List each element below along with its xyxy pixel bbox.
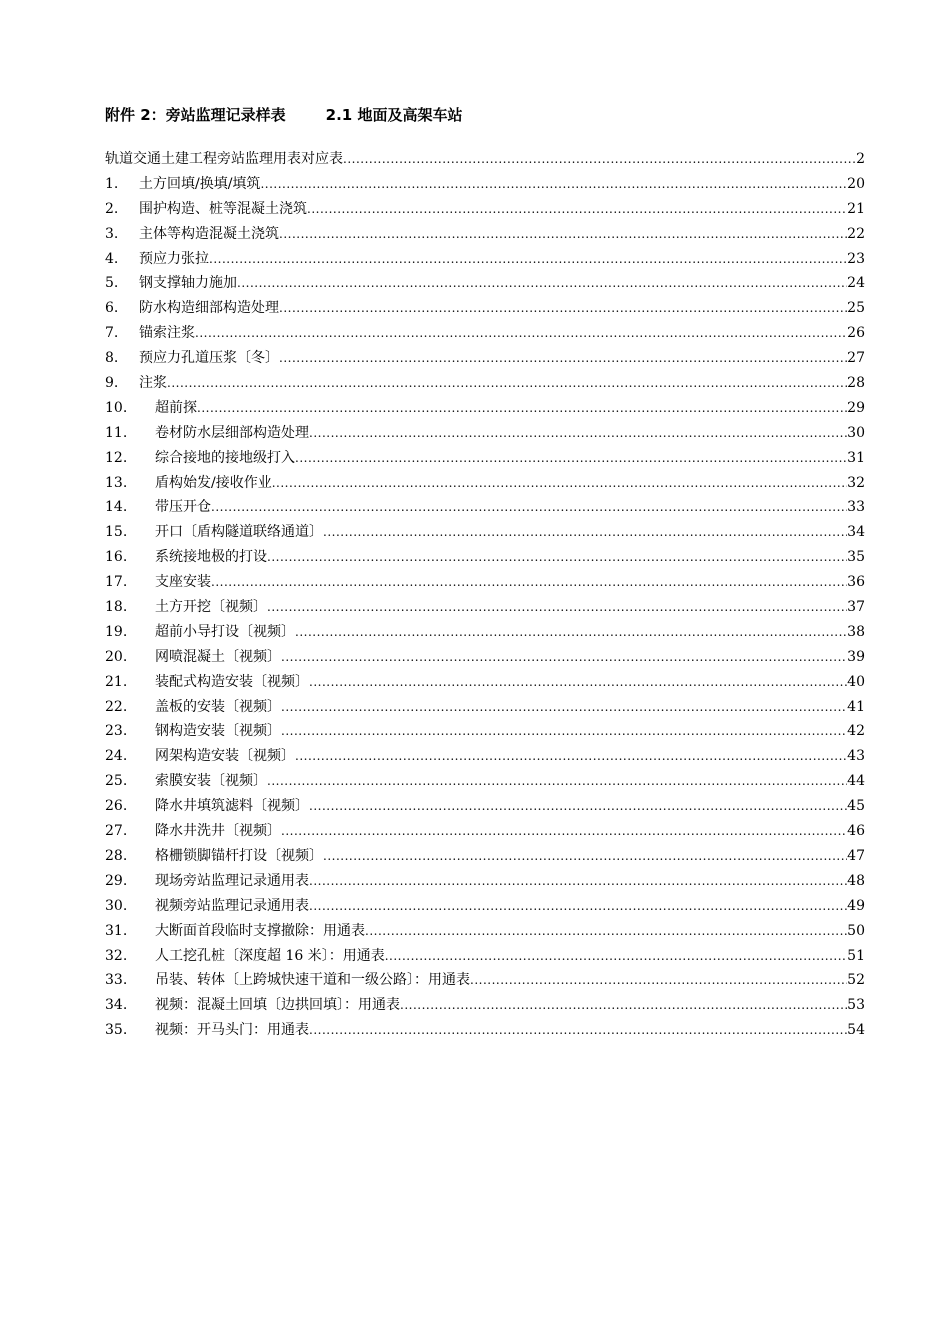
toc-entry-title: 现场旁站监理记录通用表 [155,872,309,889]
toc-entry-number: 2. [105,200,119,217]
toc-entry[interactable] [105,944,865,969]
toc-entry-number: 7. [105,325,119,342]
toc-entry-title: 带压开仓 [155,499,211,516]
dot-leader [400,993,847,1018]
toc-entry-number: 12. [105,449,128,466]
toc-entry[interactable] [105,670,865,695]
toc-entry[interactable] [105,471,865,496]
toc-entry-page: 41 [847,698,865,715]
toc-entry[interactable] [105,346,865,371]
dot-leader [295,620,847,645]
toc-entry-page: 38 [847,623,865,640]
toc-entry[interactable] [105,769,865,794]
toc-entry[interactable] [105,545,865,570]
toc-entry-page: 46 [847,823,865,840]
toc-entry-page: 45 [847,798,865,815]
dot-leader [295,744,847,769]
dot-leader [323,520,847,545]
toc-entry-number: 24. [105,748,128,765]
toc-entry-page: 43 [847,748,865,765]
toc-entry[interactable] [105,645,865,670]
toc-entry-number: 1. [105,175,119,192]
dot-leader [260,172,847,197]
toc-entry-title: 注浆 [139,375,167,392]
toc-entry-page: 36 [847,574,865,591]
toc-entry-title: 降水井洗井〔视频〕 [155,823,281,840]
toc-entry-number: 6. [105,300,119,317]
toc-entry-title: 轨道交通土建工程旁站监理用表对应表 [105,151,343,167]
toc-entry-title: 视频：开马头门：用通表 [155,1022,309,1039]
toc-entry-number: 23. [105,723,128,740]
table-of-contents [105,147,865,1043]
dot-leader [309,421,847,446]
toc-entry-number: 4. [105,250,119,267]
toc-entry[interactable] [105,993,865,1018]
toc-entry-page: 34 [847,524,865,541]
toc-entry-page: 42 [847,723,865,740]
toc-entry-page: 29 [847,399,865,416]
dot-leader [281,695,847,720]
toc-entry-number: 28. [105,847,128,864]
toc-entry-page: 20 [847,175,865,192]
toc-entry-title: 网架构造安装〔视频〕 [155,748,295,765]
toc-entry-title: 装配式构造安装〔视频〕 [155,673,309,690]
toc-entry-page: 24 [847,275,865,292]
toc-header-row[interactable] [105,147,865,172]
toc-entry[interactable] [105,197,865,222]
toc-entry-title: 综合接地的接地级打入 [155,449,295,466]
toc-entry-number: 20. [105,648,128,665]
toc-entry[interactable] [105,620,865,645]
toc-entry-title: 盖板的安装〔视频〕 [155,698,281,715]
toc-entry[interactable] [105,595,865,620]
toc-entry-title: 格栅锁脚锚杆打设〔视频〕 [155,847,323,864]
toc-entry-number: 15. [105,524,128,541]
toc-entry[interactable] [105,819,865,844]
dot-leader [167,371,847,396]
toc-entry-number: 26. [105,798,128,815]
toc-entry[interactable] [105,570,865,595]
toc-entry-page: 37 [847,599,865,616]
toc-entry-title: 围护构造、桩等混凝土浇筑 [139,200,307,217]
toc-entry-title: 视频：混凝土回填〔边拱回填〕：用通表 [155,997,400,1014]
toc-entry-number: 34. [105,997,128,1014]
toc-entry[interactable] [105,744,865,769]
toc-entry[interactable] [105,321,865,346]
heading-title: 附件 2：旁站监理记录样表 [105,106,286,124]
toc-entry-page: 32 [847,474,865,491]
dot-leader [309,1018,847,1043]
toc-entry[interactable] [105,495,865,520]
toc-entry-number: 31. [105,922,128,939]
toc-entry-title: 预应力张拉 [139,250,209,267]
toc-entry[interactable] [105,247,865,272]
toc-entry-title: 盾构始发/接收作业 [155,474,272,491]
heading-subtitle: 2.1 地面及高架车站 [325,106,463,124]
toc-entry-title: 系统接地极的打设 [155,549,267,566]
dot-leader [267,595,847,620]
dot-leader [323,844,847,869]
dot-leader [272,471,847,496]
dot-leader [295,446,847,471]
dot-leader [195,321,847,346]
toc-entry-number: 9. [105,375,119,392]
toc-entry-title: 超前小导打设〔视频〕 [155,623,295,640]
toc-entry-page: 25 [847,300,865,317]
toc-entry-title: 吊装、转体〔上跨城快速干道和一级公路〕：用通表 [155,972,470,989]
toc-entry-title: 超前探 [155,399,197,416]
toc-entry[interactable] [105,371,865,396]
toc-entry-number: 11. [105,424,128,441]
toc-entry[interactable] [105,794,865,819]
toc-entry-number: 8. [105,350,119,367]
toc-entry-page: 21 [847,200,865,217]
toc-entry-page: 51 [847,947,865,964]
toc-entry-title: 人工挖孔桩〔深度超 16 米〕：用通表 [155,947,385,964]
toc-entry-page: 54 [847,1022,865,1039]
toc-entry-page: 53 [847,997,865,1014]
toc-entry-number: 16. [105,549,128,566]
toc-entry-title: 防水构造细部构造处理 [139,300,279,317]
toc-entry-page: 26 [847,325,865,342]
toc-entry-title: 卷材防水层细部构造处理 [155,424,309,441]
toc-entry-number: 35. [105,1022,128,1039]
toc-entry[interactable] [105,396,865,421]
toc-entry-number: 30. [105,897,128,914]
dot-leader [279,296,847,321]
toc-entry-title: 锚索注浆 [139,325,195,342]
toc-entry-page: 27 [847,350,865,367]
dot-leader [197,396,847,421]
toc-entry-title: 预应力孔道压浆〔冬〕 [139,350,279,367]
toc-entry-number: 5. [105,275,119,292]
toc-entry-number: 17. [105,574,128,591]
toc-entry[interactable] [105,968,865,993]
toc-entry[interactable] [105,844,865,869]
toc-entry-page: 30 [847,424,865,441]
toc-entry[interactable] [105,446,865,471]
toc-entry-title: 钢构造安装〔视频〕 [155,723,281,740]
toc-entry-title: 大断面首段临时支撑撤除：用通表 [155,922,365,939]
toc-entry-page: 22 [847,225,865,242]
dot-leader [267,545,847,570]
dot-leader [279,346,847,371]
toc-entry-page: 44 [847,773,865,790]
toc-entry-title: 土方开挖〔视频〕 [155,599,267,616]
toc-entry-number: 33. [105,972,128,989]
toc-entry-number: 22. [105,698,128,715]
toc-entry[interactable] [105,719,865,744]
dot-leader [281,719,847,744]
dot-leader [267,769,847,794]
toc-entry-page: 33 [847,499,865,516]
toc-entry-page: 47 [847,847,865,864]
toc-entry-number: 14. [105,499,128,516]
dot-leader [281,645,847,670]
toc-entry-title: 开口〔盾构隧道联络通道〕 [155,524,323,541]
toc-entry-page: 31 [847,449,865,466]
toc-entry-title: 钢支撑轴力施加 [139,275,237,292]
toc-entry[interactable] [105,894,865,919]
toc-entry-number: 13. [105,474,128,491]
dot-leader [309,869,847,894]
toc-entry-title: 土方回填/换填/填筑 [139,175,261,192]
toc-entry-page: 2 [856,151,865,167]
toc-entry-page: 48 [847,872,865,889]
dot-leader [279,222,847,247]
toc-entry-page: 28 [847,375,865,392]
toc-entry-page: 49 [847,897,865,914]
toc-entry-title: 降水井填筑滤料〔视频〕 [155,798,309,815]
dot-leader [237,271,847,296]
toc-entry-page: 23 [847,250,865,267]
toc-entry-title: 视频旁站监理记录通用表 [155,897,309,914]
dot-leader [281,819,847,844]
dot-leader [211,570,847,595]
toc-entry-number: 29. [105,872,128,889]
toc-entry[interactable] [105,1018,865,1043]
toc-entry[interactable] [105,695,865,720]
toc-entry[interactable] [105,271,865,296]
dot-leader [209,247,847,272]
toc-entry-page: 52 [847,972,865,989]
dot-leader [309,794,847,819]
toc-entry[interactable] [105,520,865,545]
toc-entry-number: 3. [105,225,119,242]
toc-entry[interactable] [105,421,865,446]
dot-leader [211,495,847,520]
toc-entry-title: 网喷混凝土〔视频〕 [155,648,281,665]
dot-leader [309,670,847,695]
toc-entry-number: 10. [105,399,128,416]
dot-leader [343,147,856,172]
toc-entry[interactable] [105,222,865,247]
toc-entry-number: 19. [105,623,128,640]
toc-entry[interactable] [105,919,865,944]
dot-leader [385,944,847,969]
toc-entry-number: 32. [105,947,128,964]
dot-leader [365,919,847,944]
dot-leader [470,968,847,993]
toc-entry[interactable] [105,869,865,894]
toc-entry-number: 21. [105,673,128,690]
toc-entry[interactable] [105,172,865,197]
toc-entry[interactable] [105,296,865,321]
dot-leader [307,197,847,222]
toc-entry-title: 主体等构造混凝土浇筑 [139,225,279,242]
toc-entry-title: 索膜安装〔视频〕 [155,773,267,790]
toc-entry-title: 支座安装 [155,574,211,591]
toc-entry-page: 50 [847,922,865,939]
toc-entry-number: 25. [105,773,128,790]
toc-entry-number: 27. [105,823,128,840]
page-heading [105,104,462,125]
toc-entry-number: 18. [105,599,128,616]
dot-leader [309,894,847,919]
toc-entry-page: 35 [847,549,865,566]
toc-entry-page: 40 [847,673,865,690]
toc-entry-page: 39 [847,648,865,665]
